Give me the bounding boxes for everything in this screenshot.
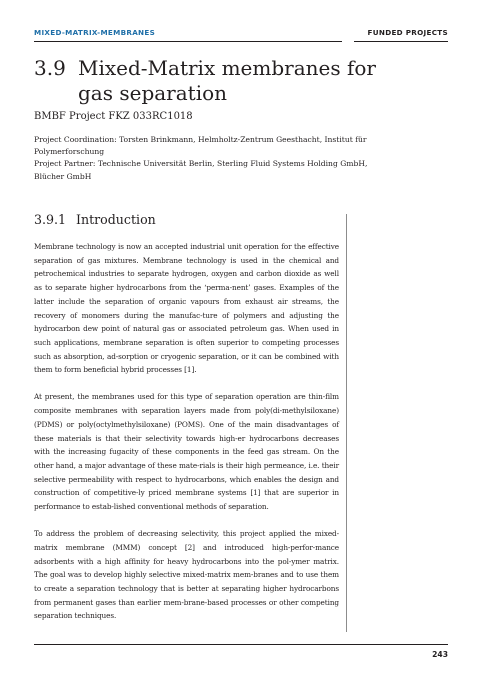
column-rule [346, 214, 347, 632]
footer-rule [34, 644, 448, 645]
coordination-line: Blücher GmbH [34, 171, 92, 181]
page-number: 243 [432, 650, 448, 659]
body-text [34, 240, 339, 636]
running-header [34, 28, 448, 40]
project-id: BMBF Project FKZ 033RC1018 [34, 111, 193, 122]
project-coordination [34, 134, 444, 183]
coordination-line: Project Partner: Technische Universität Berlin, Sterling Fluid Systems Holding GmbH, [34, 159, 368, 169]
running-header-section: FUNDED PROJECTS [367, 28, 448, 37]
running-header-chapter: MIXED-MATRIX-MEMBRANES [34, 28, 156, 37]
subsection-number: 3.9.1 [34, 212, 67, 227]
subsection-title: Introduction [76, 212, 156, 227]
body-paragraph: Membrane technology is now an accepted industrial unit operation for the effective separation of gas mixtures. Membrane technology is used in the chemical and petrochemical industries to separate hydrogen, oxygen and carbon dioxide as well as to separate higher hydrocarbons from the ‘perma-nent’ gases. Examples of the latter include the separation of organic vapours from exhaust air streams, the recovery of monomers during the manufac-ture of polymers and adjusting the hydrocarbon dew point of natural gas or associated petroleum gas. When used in such applications, membrane separation is often superior to competing processes such as absorption, ad-sorption or cryogenic separation, or it can be combined with them to form beneficial hybrid processes [1]. [34, 242, 339, 375]
header-rule-right [354, 41, 448, 42]
section-number: 3.9 [34, 56, 66, 80]
section-title: Mixed-Matrix membranes for gas separation [78, 56, 376, 105]
body-paragraph: To address the problem of decreasing selectivity, this project applied the mixed-matrix membrane (MMM) concept [2] and introduced high-perfor-mance adsorbents with a high affinity for heavy hydrocarbons into the pol-ymer matrix. The goal was to develop highly selective mixed-matrix mem-branes and to use them to create a separation technology that is better at separating higher hydrocarbons from permanent gases than earlier mem-brane-based processes or other competing separation techniques. [34, 529, 339, 621]
header-rule-left [34, 41, 342, 42]
coordination-line: Polymerforschung [34, 147, 105, 157]
body-paragraph: At present, the membranes used for this type of separation operation are thin-film composite membranes with separation layers made from poly(di-methylsiloxane) (PDMS) or poly(octylmethylsiloxane) (POMS). One of the main disadvantages of these materials is that their selectivity towards high-er hydrocarbons decreases with the increasing fugacity of these components in the feed gas stream. On the other hand, a major advantage of these mate-rials is their high permeance, i.e. their selective permeability with respect to hydrocarbons, which enables the design and construction of competitive-ly priced membrane systems [1] that are superior in performance to estab-lished conventional methods of separation. [34, 392, 339, 512]
coordination-line: Project Coordination: Torsten Brinkmann, Helmholtz-Zentrum Geesthacht, Institut für [34, 135, 367, 144]
